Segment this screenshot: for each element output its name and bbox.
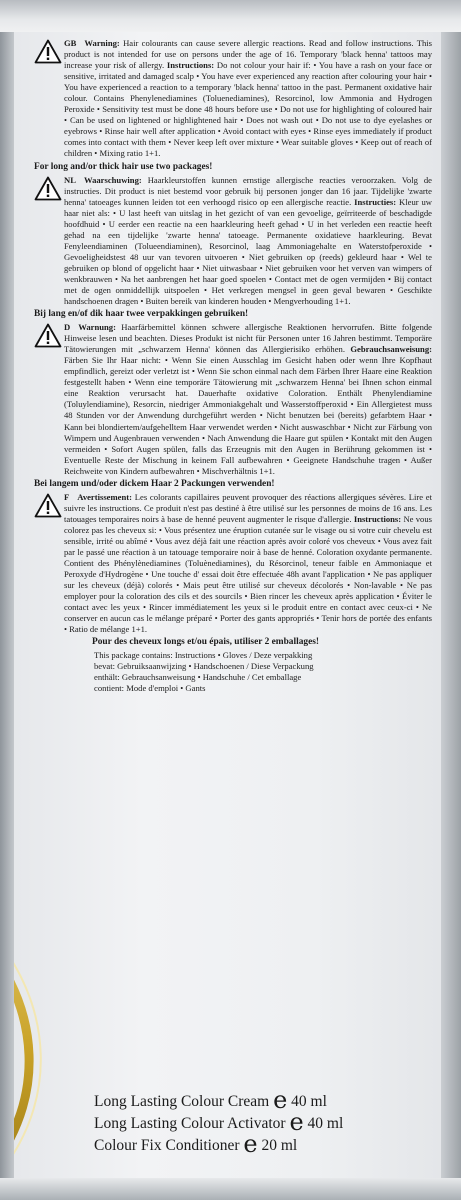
warning-triangle-icon xyxy=(34,493,62,518)
warning-triangle-icon xyxy=(34,39,62,64)
gb-instructions-text: Do not colour your hair if: • You have a rash on your face or sensitive, irritated and damaged scalp • You have ever experienced any reaction after colouring your hair • You have experienced a reaction to a temporary 'black henna' tattoo in the past. Permanent oxidative hair colour. Contains Phenylenediamines (Toluenediamines), Resorcinol, low Ammonia and Hydrogen Peroxide • Sensitivity test must be done 48 hours before use • Do not use for highlighting of coloured hair • Can be used on lightened or highlightened hair • Does not wash out • Do not use to dye eyelashes or eyebrows • Rinse hair well after application • Avoid contact with eyes • Rinse eyes immediately if product comes into contact with them • Never keep left over mixture • Wear suitable gloves • Keep out of reach of children • Mixing ratio 1+1. xyxy=(64,60,432,159)
gb-lang-code: GB xyxy=(64,38,77,48)
warning-triangle-icon xyxy=(34,176,62,201)
section-gb xyxy=(34,38,432,173)
estimated-sign-e: e xyxy=(243,1130,258,1158)
product-quantity: 40 ml xyxy=(291,1093,327,1110)
nl-lang-code: NL xyxy=(64,174,76,185)
box-right-edge xyxy=(441,32,461,1200)
de-warning-label: Warnung: xyxy=(78,322,116,333)
de-instructions-text: Färben Sie Ihr Haar nicht: • Wenn Sie einen Ausschlag im Gesicht haben oder wenn Ihre Kopfhaut empfindlich, gereizt oder verletzt ist • Wenn Sie schon einmal nach dem Färben Ihrer Haare eine Reaktion festgestellt haben • Wenn eine temporäre Tätowierung mit „schwarzem Henna' bei Ihnen schon einmal eine Reaktion verursacht hat. Dauerhafte oxidative Coloration. Enthält Phenylendiamine (Toluylendiamine), Resorcin, niedriger Ammoniakgehalt und Wasserstoffperoxid • Ein Allergietest muss 48 Stunden vor der Anwendung durchgeführt werden • Nicht benutzen bei (bereits) gefarbtem Haar • Kann bei blondiertem/aufgehelltem Haar verwendet werden • Nicht auswaschbar • Nicht zur Färbung von Wimpern und Augenbrauen verwenden • Nach Anwendung die Haare gut spülen • Kontakt mit den Augen vermeiden • Sofort Augen spülen, falls das Erzeugnis mit den Augen in Berührung gekommen ist • Eventuelle Reste der Mischung in keinem Fall aufbewahren • Geeignete Handschuhe tragen • Außer Reichweite von Kindern aufbewahren • Mischverhältnis 1+1. xyxy=(64,355,432,476)
contents-line: This package contains: Instructions • Gloves / Deze verpakking xyxy=(94,650,313,661)
nl-warning-label: Waarschuwing: xyxy=(83,174,142,185)
contents-line: contient: Mode d'emploi • Gants xyxy=(94,683,206,694)
nl-warning-paragraph xyxy=(34,175,432,308)
product-quantity: 40 ml xyxy=(307,1115,344,1132)
nl-instructions-text: Kleur uw haar niet als: • U last heeft van uitslag in het gezicht of van een gevoelige, geïrriteerde of beschadigde hoofdhuid • U eerder een reactie na een haarkleuring heeft gehad • U in het verleden een reactie heeft gehad na een tijdelijke 'zwarte henna' tatoeage. Permanente oxidatieve haarkleuring. Bevat Fenyleendiaminen (Tolueendiaminen), Resorcinol, laag Ammoniagehalte en Waterstofperoxide • Gevoeligheidstest 48 uur van tevoren uitvoeren • Niet gebruiken op (reeds) gekleurd haar • Wel te gebruiken op blond of opgelicht haar • Niet uitwasbaar • Niet gebruiken voor het verven van wimpers of wenkbrauwen • Na het aanbrengen het haar goed spoelen • Contact met de ogen vermijden • Bij contact met de ogen onmiddellijk uitspoelen • Het verkregen mengsel in geen geval bewaren • Geschikte handschoenen dragen • Buiten bereik van kinderen houden • Mengverhouding 1+1. xyxy=(64,196,432,307)
section-fr xyxy=(34,492,432,649)
contents-line: bevat: Gebruiksaanwijzing • Handschoenen / Diese Verpackung xyxy=(94,661,314,672)
warning-triangle-icon xyxy=(34,323,62,348)
de-instructions-label: Gebrauchsanweisung: xyxy=(350,344,432,355)
box-top-flap xyxy=(0,0,461,33)
instruction-panel xyxy=(14,32,441,1178)
de-warning-paragraph xyxy=(34,322,432,477)
fr-instructions-text: Ne vous colorez pas les cheveux si: • Vous présentez une éruption cutanée sur le visage ou si votre cuir chevelu est sensible, irrité ou abîmé • Vous avez déjà fait une réaction après avoir coloré vos cheveux • Vous avez fait par le passé une réaction à un tatouage temporaire noir à base de henné. Coloration oxydante permanente. Contient des Phénylènediamines (Toluènediamines), du Résorcinol, teneur faible en Ammoniaque et Peroxyde d'Hydrogène • Une touche d' essai doit être effectuée 48h avant l'application • Ne pas appliquer sur les cheveux (déjà) colorés • Mais peut être utilisé sur cheveux décolorés • Non-lavable • Ne pas employer pour la coloration des cils et des sourcils • Bien rincer les cheveux après application • Éviter le contact avec les yeux • Rincer immédiatement les yeux si le produit entre en contact avec ceux-ci • Ne conserver en aucun cas le mélange préparé • Porter des gants appropriés • Tenir hors de portée des enfants • Ratio de mélange 1+1. xyxy=(64,513,432,635)
warning-text-block xyxy=(34,38,432,694)
nl-two-packages-note: Bij lang en/of dik haar twee verpakkingen gebruiken! xyxy=(34,309,249,320)
product-name: Long Lasting Colour Cream xyxy=(94,1093,270,1110)
gb-two-packages-note: For long and/or thick hair use two packages! xyxy=(34,161,213,172)
fr-warning-label: Avertissement: xyxy=(77,491,132,502)
fr-two-packages-note: Pour des cheveux longs et/ou épais, utiliser 2 emballages! xyxy=(92,637,319,648)
section-de xyxy=(34,322,432,490)
product-quantity: 20 ml xyxy=(261,1137,298,1154)
gb-warning-paragraph xyxy=(34,38,432,160)
gb-instructions-label: Instructions: xyxy=(166,60,215,71)
section-nl xyxy=(34,175,432,321)
estimated-sign-e: e xyxy=(273,1086,288,1114)
nl-instructions-label: Instructies: xyxy=(354,196,397,207)
estimated-sign-e: e xyxy=(289,1108,304,1136)
fr-lang-code: F xyxy=(64,491,70,502)
product-name: Long Lasting Colour Activator xyxy=(94,1115,286,1132)
product-name: Colour Fix Conditioner xyxy=(94,1137,240,1154)
product-line xyxy=(94,1130,297,1158)
nl-warning-text: Haarkleurstoffen kunnen ernstige allergische reacties veroorzaken. Volg de instructies. Dit product is niet bestemd voor gebruik bij personen jonger dan 16 jaar. Tijdelijke 'zwarte henna' tatoeages kunnen leiden tot een verhoogd risico op een allergische reactie. xyxy=(64,174,432,207)
de-warning-text: Haarfärbemittel können schwere allergische Reaktionen hervorrufen. Bitte folgende Hinweise lesen und beachten. Dieses Produkt ist nicht für Personen unter 16 Jahren bestimmt. Temporäre Tätowierungen mit „schwarzem Henna' können das Allergierisiko erhöhen. xyxy=(64,322,432,355)
de-two-packages-note: Bei langem und/oder dickem Haar 2 Packungen verwenden! xyxy=(34,478,275,489)
de-lang-code: D xyxy=(64,322,71,333)
fr-warning-text: Les colorants capillaires peuvent provoquer des réactions allergiques sévères. Lire et suivre les instructions. Ce produit n'est pas destiné à être utilisé sur les personnes de moins de 16 ans. Les tatouages temporaires noirs à base de henné peuvent augmenter le risque d'allergie. xyxy=(64,491,433,524)
gb-warning-text: Hair colourants can cause severe allergic reactions. Read and follow instructions. This product is not intended for use on persons under the age of 16. Temporary 'black henna' tattoos may increase your risk of allergy. xyxy=(64,38,432,71)
contents-line: enthält: Gebrauchsanweisung • Handschuhe / Cet emballage xyxy=(94,672,302,683)
box-bottom-edge xyxy=(0,1178,461,1200)
gb-warning-label: Warning: xyxy=(84,38,120,48)
package-contents xyxy=(34,650,432,694)
fr-instructions-label: Instructions: xyxy=(353,513,402,524)
gold-arc-decoration xyxy=(14,852,84,1178)
box-left-edge xyxy=(0,32,14,1200)
fr-warning-paragraph xyxy=(34,492,432,636)
